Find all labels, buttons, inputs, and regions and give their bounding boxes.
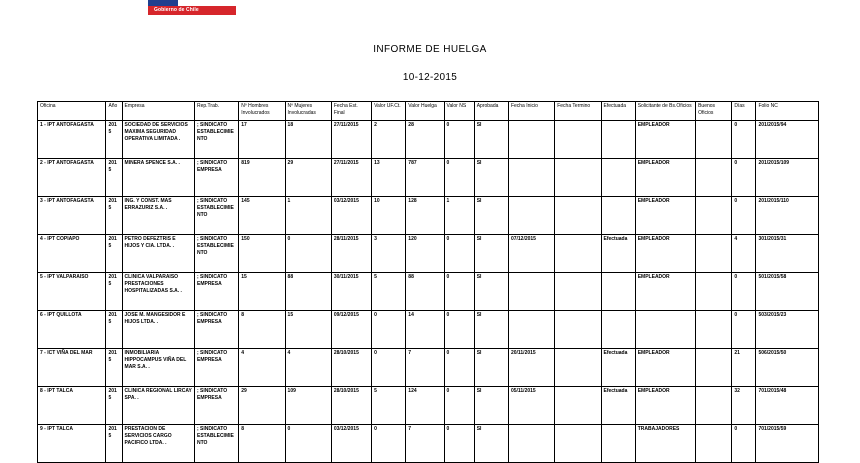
table-cell: 4 - IPT COPIAPO: [38, 235, 106, 273]
column-header: Valor Huelga: [406, 102, 444, 121]
table-cell: 30/11/2015: [331, 273, 371, 311]
table-cell: 2015: [106, 197, 122, 235]
table-cell: MINERA SPENCE S.A. .: [122, 159, 194, 197]
table-cell: 28/11/2015: [331, 235, 371, 273]
table-cell: 2015: [106, 159, 122, 197]
table-cell: 150: [239, 235, 285, 273]
table-cell: 787: [406, 159, 444, 197]
table-cell: [555, 273, 601, 311]
table-cell: 88: [406, 273, 444, 311]
table-cell: 201/2015/110: [756, 197, 819, 235]
table-cell: EMPLEADOR: [635, 273, 695, 311]
table-cell: 0: [732, 425, 756, 463]
table-cell: EMPLEADOR: [635, 197, 695, 235]
table-row: [38, 235, 819, 273]
table-cell: 2: [372, 121, 406, 159]
table-cell: [601, 425, 635, 463]
table-cell: 0: [732, 197, 756, 235]
table-cell: SI: [474, 311, 508, 349]
table-cell: 7 - ICT VIÑA DEL MAR: [38, 349, 106, 387]
report-title: INFORME DE HUELGA: [373, 44, 487, 55]
table-cell: 2 - IPT ANTOFAGASTA: [38, 159, 106, 197]
table-cell: 124: [406, 387, 444, 425]
table-cell: 501/2015/58: [756, 273, 819, 311]
table-cell: 2015: [106, 425, 122, 463]
table-cell: 0: [732, 159, 756, 197]
table-cell: [508, 273, 554, 311]
table-cell: ; SINDICATO EMPRESA: [194, 273, 238, 311]
column-header: Fecha Est. Final: [331, 102, 371, 121]
table-cell: 03/12/2015: [331, 197, 371, 235]
table-cell: SI: [474, 387, 508, 425]
column-header: Solicitante de Bs.Oficios: [635, 102, 695, 121]
table-row: [38, 121, 819, 159]
table-row: [38, 311, 819, 349]
table-cell: [508, 197, 554, 235]
table-cell: ; SINDICATO EMPRESA: [194, 311, 238, 349]
table-cell: [555, 311, 601, 349]
table-cell: 7: [406, 349, 444, 387]
table-cell: [601, 273, 635, 311]
table-cell: EMPLEADOR: [635, 349, 695, 387]
table-cell: 13: [372, 159, 406, 197]
table-cell: 8: [239, 311, 285, 349]
table-cell: 0: [444, 349, 474, 387]
table-cell: SI: [474, 159, 508, 197]
table-cell: [635, 311, 695, 349]
table-cell: [696, 235, 732, 273]
table-cell: 3: [372, 235, 406, 273]
table-cell: 05/11/2015: [508, 387, 554, 425]
table-cell: 17: [239, 121, 285, 159]
table-cell: Efectuada: [601, 349, 635, 387]
table-cell: 145: [239, 197, 285, 235]
column-header: Año: [106, 102, 122, 121]
table-cell: ING. Y CONST. MAS ERRAZURIZ S.A. .: [122, 197, 194, 235]
table-cell: EMPLEADOR: [635, 235, 695, 273]
table-cell: [555, 121, 601, 159]
table-row: [38, 273, 819, 311]
table-cell: 21: [732, 349, 756, 387]
table-cell: 2015: [106, 121, 122, 159]
table-cell: 28: [406, 121, 444, 159]
table-cell: SI: [474, 425, 508, 463]
table-cell: ; SINDICATO ESTABLECIMIENTO: [194, 121, 238, 159]
table-cell: 32: [732, 387, 756, 425]
table-cell: TRABAJADORES: [635, 425, 695, 463]
table-cell: [696, 387, 732, 425]
table-cell: 5 - IPT VALPARAISO: [38, 273, 106, 311]
table-cell: 1 - IPT ANTOFAGASTA: [38, 121, 106, 159]
table-cell: ; SINDICATO EMPRESA: [194, 387, 238, 425]
table-cell: ; SINDICATO ESTABLECIMIENTO: [194, 235, 238, 273]
table-cell: 2015: [106, 273, 122, 311]
column-header: Rep.Trab.: [194, 102, 238, 121]
table-cell: 201/2015/94: [756, 121, 819, 159]
column-header: Valor UF.Ct.: [372, 102, 406, 121]
table-cell: [508, 311, 554, 349]
table-cell: 5: [372, 273, 406, 311]
table-cell: [555, 235, 601, 273]
table-cell: 29: [239, 387, 285, 425]
table-cell: [508, 121, 554, 159]
column-header: Buenos Oficios: [696, 102, 732, 121]
column-header: Empresa: [122, 102, 194, 121]
column-header: Folio NC: [756, 102, 819, 121]
table-cell: [508, 425, 554, 463]
table-cell: 07/12/2015: [508, 235, 554, 273]
table-cell: CLINICA VALPARAISO PRESTACIONES HOSPITALIZADAS S.A. .: [122, 273, 194, 311]
table-cell: CLINICA REGIONAL LIRCAY SPA. .: [122, 387, 194, 425]
column-header: Días: [732, 102, 756, 121]
table-cell: 0: [444, 425, 474, 463]
table-cell: 120: [406, 235, 444, 273]
table-cell: [601, 159, 635, 197]
table-cell: 128: [406, 197, 444, 235]
table-cell: 88: [285, 273, 331, 311]
table-header-row: [38, 102, 819, 121]
table-cell: [555, 349, 601, 387]
table-cell: [696, 349, 732, 387]
table-cell: 27/11/2015: [331, 159, 371, 197]
column-header: Oficina: [38, 102, 106, 121]
table-cell: SI: [474, 197, 508, 235]
table-cell: SI: [474, 349, 508, 387]
table-cell: 109: [285, 387, 331, 425]
table-cell: 2015: [106, 311, 122, 349]
table-cell: PETRO DEFEZTRIS E HIJOS Y CIA. LTDA. .: [122, 235, 194, 273]
report-date: 10-12-2015: [402, 72, 458, 83]
table-cell: ; SINDICATO EMPRESA: [194, 159, 238, 197]
table-cell: [696, 197, 732, 235]
column-header: Fecha Inicio: [508, 102, 554, 121]
table-cell: [555, 197, 601, 235]
table-cell: 0: [444, 159, 474, 197]
table-cell: 0: [444, 235, 474, 273]
column-header: Nº Hombres Involucrados: [239, 102, 285, 121]
table-cell: ; SINDICATO ESTABLECIMIENTO: [194, 197, 238, 235]
table-cell: [555, 425, 601, 463]
table-cell: 9 - IPT TALCA: [38, 425, 106, 463]
table-cell: EMPLEADOR: [635, 387, 695, 425]
table-cell: 819: [239, 159, 285, 197]
logo-text: Gobierno de Chile: [154, 7, 199, 13]
table-cell: [508, 159, 554, 197]
table-cell: [696, 273, 732, 311]
table-cell: 15: [239, 273, 285, 311]
table-cell: 701/2015/48: [756, 387, 819, 425]
table-cell: 4: [239, 349, 285, 387]
table-cell: 27/11/2015: [331, 121, 371, 159]
table-cell: 0: [444, 387, 474, 425]
table-cell: 28/10/2015: [331, 387, 371, 425]
table-cell: 0: [732, 311, 756, 349]
table-cell: 2015: [106, 349, 122, 387]
table-cell: 5: [372, 387, 406, 425]
table-cell: SOCIEDAD DE SERVICIOS MAXIMA SEGURIDAD OPERATIVA LIMITADA .: [122, 121, 194, 159]
table-cell: JOSE M. MANGESIDOR E HIJOS LTDA. .: [122, 311, 194, 349]
table-cell: [696, 159, 732, 197]
table-cell: 7: [406, 425, 444, 463]
column-header: Valor NS: [444, 102, 474, 121]
table-cell: Efectuada: [601, 235, 635, 273]
table-cell: 20/11/2015: [508, 349, 554, 387]
table-cell: ; SINDICATO ESTABLECIMIENTO: [194, 425, 238, 463]
table-cell: 0: [444, 121, 474, 159]
table-cell: [696, 121, 732, 159]
table-cell: 1: [444, 197, 474, 235]
table-cell: 201/2015/109: [756, 159, 819, 197]
table-cell: 3 - IPT ANTOFAGASTA: [38, 197, 106, 235]
column-header: Fecha Termino: [555, 102, 601, 121]
table-cell: 14: [406, 311, 444, 349]
table-cell: 503/2015/23: [756, 311, 819, 349]
table-row: [38, 159, 819, 197]
table-cell: 15: [285, 311, 331, 349]
table-cell: SI: [474, 121, 508, 159]
column-header: Nº Mujeres Involucradas: [285, 102, 331, 121]
table-cell: 03/12/2015: [331, 425, 371, 463]
table-cell: 1: [285, 197, 331, 235]
table-cell: 10: [372, 197, 406, 235]
table-cell: 301/2015/31: [756, 235, 819, 273]
gobierno-logo: [148, 0, 236, 15]
table-row: [38, 425, 819, 463]
table-cell: 0: [372, 425, 406, 463]
table-cell: 0: [444, 311, 474, 349]
table-cell: [601, 311, 635, 349]
table-row: [38, 349, 819, 387]
table-cell: SI: [474, 273, 508, 311]
table-cell: 29: [285, 159, 331, 197]
table-cell: 8: [239, 425, 285, 463]
table-cell: 0: [732, 121, 756, 159]
table-cell: [601, 197, 635, 235]
table-cell: PRESTACION DE SERVICIOS CARGO PACIFICO LTDA. .: [122, 425, 194, 463]
table-cell: [696, 425, 732, 463]
table-cell: 0: [372, 311, 406, 349]
table-cell: 2015: [106, 235, 122, 273]
table-cell: 0: [444, 273, 474, 311]
table-cell: INMOBILIARIA HIPPOCAMPUS VIÑA DEL MAR S.A. .: [122, 349, 194, 387]
table-cell: [696, 311, 732, 349]
strike-report-table: [37, 101, 819, 463]
table-cell: [555, 159, 601, 197]
table-cell: [555, 387, 601, 425]
table-cell: 506/2015/50: [756, 349, 819, 387]
table-row: [38, 197, 819, 235]
table-cell: 0: [732, 273, 756, 311]
table-cell: [601, 121, 635, 159]
table-cell: 2015: [106, 387, 122, 425]
table-cell: 4: [285, 349, 331, 387]
table-cell: 0: [285, 235, 331, 273]
table-cell: 18: [285, 121, 331, 159]
table-cell: 28/10/2015: [331, 349, 371, 387]
table-cell: Efectuada: [601, 387, 635, 425]
table-cell: EMPLEADOR: [635, 121, 695, 159]
table-cell: 8 - IPT TALCA: [38, 387, 106, 425]
table-cell: ; SINDICATO EMPRESA: [194, 349, 238, 387]
table-cell: EMPLEADOR: [635, 159, 695, 197]
table-cell: 4: [732, 235, 756, 273]
table-cell: 701/2015/59: [756, 425, 819, 463]
table-cell: 0: [285, 425, 331, 463]
column-header: Efectuada: [601, 102, 635, 121]
table-cell: 0: [372, 349, 406, 387]
column-header: Aprobada: [474, 102, 508, 121]
table-cell: 09/12/2015: [331, 311, 371, 349]
table-cell: SI: [474, 235, 508, 273]
table-row: [38, 387, 819, 425]
table-cell: 6 - IPT QUILLOTA: [38, 311, 106, 349]
